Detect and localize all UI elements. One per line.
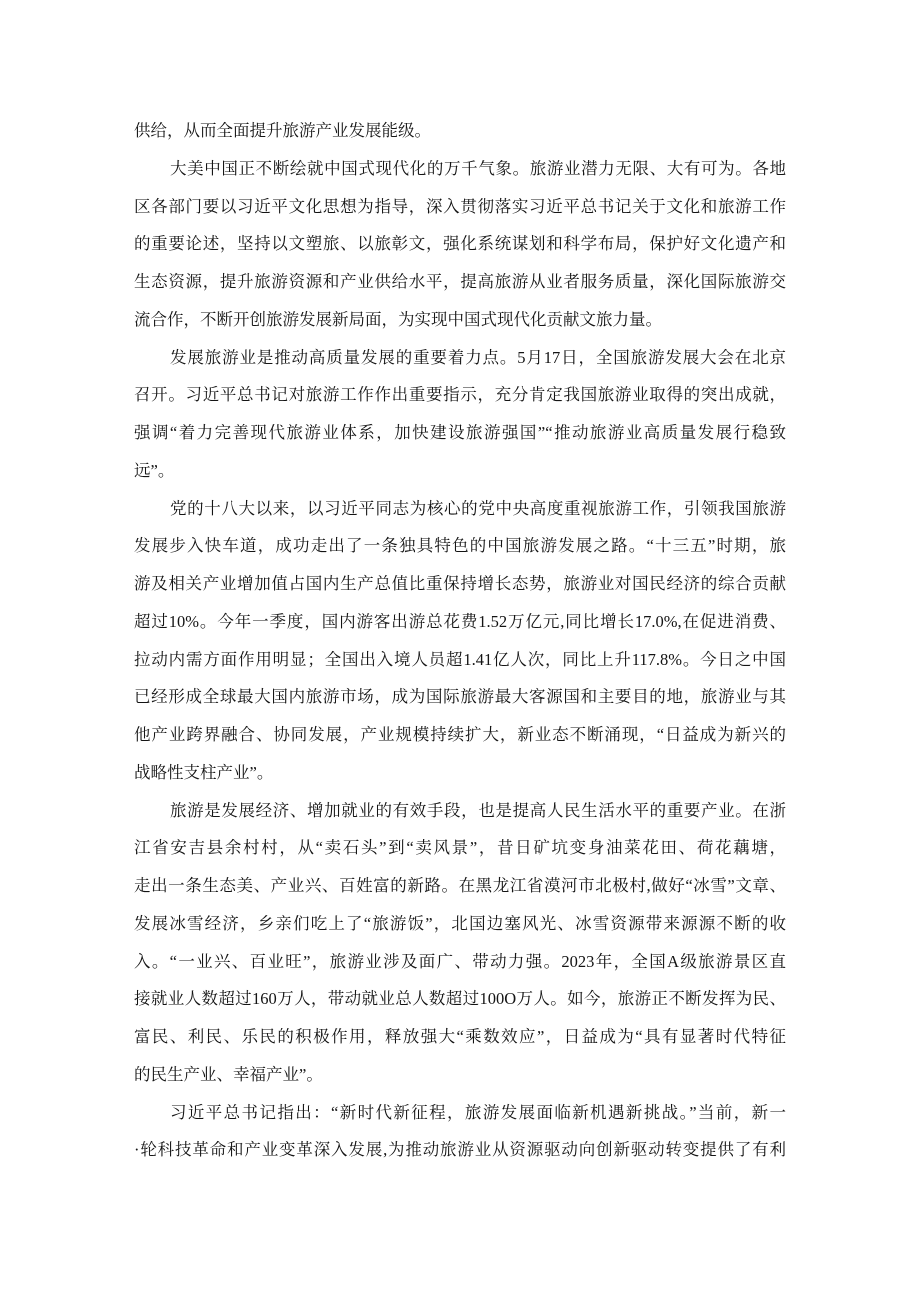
text-line: 旅游是发展经济、增加就业的有效手段，也是提高人民生活水平的重要产业。在浙 bbox=[170, 800, 786, 820]
text-line: 召开。习近平总书记对旅游工作作出重要指示，充分肯定我国旅游业取得的突出成就， bbox=[134, 385, 786, 405]
text-line: 超过10%。今年一季度，国内游客出游总花费1.52万亿元,同比增长17.0%,在促进消费、 bbox=[134, 611, 786, 631]
text-line: 游及相关产业增加值占国内生产总值比重保持增长态势，旅游业对国民经济的综合贡献 bbox=[134, 574, 786, 593]
text-line: 强调“着力完善现代旅游业体系，加快建设旅游强国”“推动旅游业高质量发展行稳致 bbox=[134, 423, 786, 442]
text-line: 习近平总书记指出：“新时代新征程，旅游发展面临新机遇新挑战。”当前，新一 bbox=[170, 1102, 786, 1122]
text-line: 接就业人数超过160万人，带动就业总人数超过100O万人。如今，旅游正不断发挥为民、 bbox=[134, 989, 786, 1009]
text-line: 区各部门要以习近平文化思想为指导，深入贯彻落实习近平总书记关于文化和旅游工作 bbox=[134, 196, 786, 216]
text-line: ·轮科技革命和产业变革深入发展,为推动旅游业从资源驱动向创新驱动转变提供了有利 bbox=[134, 1140, 786, 1160]
text-line: 发展旅游业是推动高质量发展的重要着力点。5月17日，全国旅游发展大会在北京 bbox=[170, 347, 786, 367]
text-line: 的民生产业、幸福产业”。 bbox=[134, 1064, 323, 1084]
document-body bbox=[134, 112, 786, 1169]
text-line: 发展冰雪经济，乡亲们吃上了“旅游饭”，北国边塞风光、冰雪资源带来源源不断的收 bbox=[134, 913, 786, 933]
paragraph bbox=[134, 112, 786, 150]
text-line: 供给，从而全面提升旅游产业发展能级。 bbox=[134, 121, 431, 140]
text-line: 生态资源，提升旅游资源和产业供给水平，提高旅游从业者服务质量，深化国际旅游交 bbox=[134, 272, 786, 291]
text-line: 江省安吉县余村村，从“卖石头”到“卖风景”，昔日矿坑变身油菜花田、荷花藕塘， bbox=[134, 838, 786, 858]
text-line: 远”。 bbox=[134, 460, 175, 480]
text-line: 的重要论述，坚持以文塑旅、以旅彰文，强化系统谋划和科学布局，保护好文化遗产和 bbox=[134, 234, 786, 254]
text-line: 已经形成全球最大国内旅游市场，成为国际旅游最大客源国和主要目的地，旅游业与其 bbox=[134, 687, 786, 707]
text-line: 战略性支柱产业”。 bbox=[134, 762, 274, 782]
paragraph bbox=[134, 1094, 786, 1170]
paragraph bbox=[134, 792, 786, 1094]
text-line: 流合作，不断开创旅游发展新局面，为实现中国式现代化贡献文旅力量。 bbox=[134, 309, 662, 329]
paragraph bbox=[134, 490, 786, 792]
text-line: 他产业跨界融合、协同发展，产业规模持续扩大，新业态不断涌现，“日益成为新兴的 bbox=[134, 725, 786, 744]
text-line: 党的十八大以来，以习近平同志为核心的党中央高度重视旅游工作，引领我国旅游 bbox=[170, 498, 786, 518]
text-line: 富民、利民、乐民的积极作用，释放强大“乘数效应”，日益成为“具有显著时代特征 bbox=[134, 1027, 786, 1046]
text-line: 拉动内需方面作用明显；全国出入境人员超1.41亿人次，同比上升117.8%。今日之中国 bbox=[134, 649, 786, 669]
text-line: 大美中国正不断绘就中国式现代化的万千气象。旅游业潜力无限、大有可为。各地 bbox=[170, 158, 786, 178]
text-line: 走出一条生态美、产业兴、百姓富的新路。在黑龙江省漠河市北极村,做好“冰雪”文章、 bbox=[134, 876, 786, 895]
paragraph bbox=[134, 150, 786, 339]
text-line: 发展步入快车道，成功走出了一条独具特色的中国旅游发展之路。“十三五”时期，旅 bbox=[134, 536, 786, 556]
text-line: 入。“一业兴、百业旺”，旅游业涉及面广、带动力强。2023年，全国A级旅游景区直 bbox=[134, 951, 786, 971]
paragraph bbox=[134, 339, 786, 490]
